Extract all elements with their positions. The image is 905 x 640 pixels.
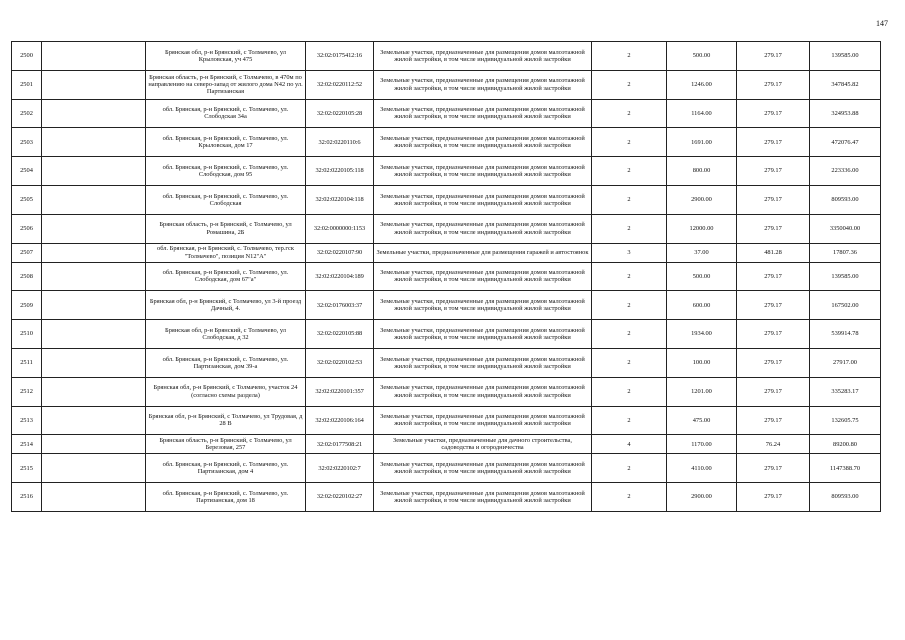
- cadastral-value-cell: 335283.17: [810, 377, 881, 406]
- blank-cell: [42, 454, 146, 483]
- table-row: [12, 406, 881, 435]
- group-cell: 3: [592, 243, 667, 262]
- blank-cell: [42, 291, 146, 320]
- cadastral-value-cell: 324953.88: [810, 99, 881, 128]
- address-cell: обл. Брянская, р-н Брянский, с. Толмачево, тер.гск "Толмачево", позиция N12"А": [146, 243, 306, 262]
- group-cell: 2: [592, 320, 667, 349]
- rate-cell: 481.28: [737, 243, 810, 262]
- cadastral-number-cell: 32:02:0220102:53: [306, 348, 374, 377]
- cadastral-number-cell: 32:02:0220104:118: [306, 185, 374, 214]
- blank-cell: [42, 483, 146, 512]
- address-cell: Брянская обл, р-н Брянский, с Толмачево, ул Трудовая, д 28 В: [146, 406, 306, 435]
- row-number: 2512: [12, 377, 42, 406]
- address-cell: Брянская обл, р-н Брянский, с Толмачево, ул Крыловская, уч 475: [146, 42, 306, 71]
- cadastral-number-cell: 32:02:0220105:28: [306, 99, 374, 128]
- blank-cell: [42, 42, 146, 71]
- land-use-cell: Земельные участки, предназначенные для размещения домов малоэтажной жилой застройки, в том числе индивидуальной жилой застройки: [374, 214, 592, 243]
- cadastral-number-cell: 32:02:0220102:27: [306, 483, 374, 512]
- land-use-cell: Земельные участки, предназначенные для дачного строительства, садоводства и огородничества: [374, 435, 592, 454]
- land-use-cell: Земельные участки, предназначенные для размещения домов малоэтажной жилой застройки, в том числе индивидуальной жилой застройки: [374, 483, 592, 512]
- area-cell: 800.00: [667, 157, 737, 186]
- cadastral-number-cell: 32:02:0220112:52: [306, 70, 374, 99]
- cadastral-number-cell: 32:02:0176003:37: [306, 291, 374, 320]
- address-cell: обл. Брянская, р-н Брянский, с. Толмачево, ул. Крыловская, дом 17: [146, 128, 306, 157]
- address-cell: обл. Брянская, р-н Брянский, с. Толмачево, ул. Слободская: [146, 185, 306, 214]
- table-row: [12, 454, 881, 483]
- row-number: 2500: [12, 42, 42, 71]
- area-cell: 100.00: [667, 348, 737, 377]
- row-number: 2502: [12, 99, 42, 128]
- area-cell: 2900.00: [667, 185, 737, 214]
- cadastral-value-cell: 132605.75: [810, 406, 881, 435]
- rate-cell: 279.17: [737, 42, 810, 71]
- row-number: 2501: [12, 70, 42, 99]
- group-cell: 2: [592, 377, 667, 406]
- table-row: [12, 99, 881, 128]
- table-row: [12, 128, 881, 157]
- table-row: [12, 291, 881, 320]
- area-cell: 500.00: [667, 262, 737, 291]
- rate-cell: 279.17: [737, 291, 810, 320]
- row-number: 2507: [12, 243, 42, 262]
- group-cell: 2: [592, 262, 667, 291]
- cadastral-number-cell: 32:02:0177508:21: [306, 435, 374, 454]
- page-number: 147: [876, 19, 888, 28]
- cadastral-value-cell: 223336.00: [810, 157, 881, 186]
- address-cell: Брянская обл, р-н Брянский, с Толмачево, участок 24 (согласно схемы раздела): [146, 377, 306, 406]
- cadastral-number-cell: 32:02:0220110:6: [306, 128, 374, 157]
- group-cell: 2: [592, 214, 667, 243]
- land-parcels-table: [11, 41, 881, 512]
- table-row: [12, 320, 881, 349]
- land-use-cell: Земельные участки, предназначенные для размещения домов малоэтажной жилой застройки, в том числе индивидуальной жилой застройки: [374, 291, 592, 320]
- land-use-cell: Земельные участки, предназначенные для размещения домов малоэтажной жилой застройки, в том числе индивидуальной жилой застройки: [374, 262, 592, 291]
- blank-cell: [42, 128, 146, 157]
- row-number: 2503: [12, 128, 42, 157]
- rate-cell: 279.17: [737, 377, 810, 406]
- row-number: 2514: [12, 435, 42, 454]
- blank-cell: [42, 99, 146, 128]
- row-number: 2510: [12, 320, 42, 349]
- land-use-cell: Земельные участки, предназначенные для размещения домов малоэтажной жилой застройки, в том числе индивидуальной жилой застройки: [374, 185, 592, 214]
- blank-cell: [42, 435, 146, 454]
- area-cell: 1691.00: [667, 128, 737, 157]
- rate-cell: 279.17: [737, 320, 810, 349]
- area-cell: 12000.00: [667, 214, 737, 243]
- row-number: 2506: [12, 214, 42, 243]
- table-row: [12, 348, 881, 377]
- address-cell: обл. Брянская, р-н Брянский, с. Толмачево, ул. Партизанская, дом 4: [146, 454, 306, 483]
- land-use-cell: Земельные участки, предназначенные для размещения домов малоэтажной жилой застройки, в том числе индивидуальной жилой застройки: [374, 377, 592, 406]
- cadastral-value-cell: 809593.00: [810, 483, 881, 512]
- land-use-cell: Земельные участки, предназначенные для размещения домов малоэтажной жилой застройки, в том числе индивидуальной жилой застройки: [374, 99, 592, 128]
- area-cell: 37.00: [667, 243, 737, 262]
- cadastral-value-cell: 17807.36: [810, 243, 881, 262]
- cadastral-value-cell: 809593.00: [810, 185, 881, 214]
- area-cell: 600.00: [667, 291, 737, 320]
- blank-cell: [42, 157, 146, 186]
- rate-cell: 279.17: [737, 157, 810, 186]
- cadastral-number-cell: 32:02:0175412:16: [306, 42, 374, 71]
- group-cell: 2: [592, 348, 667, 377]
- land-use-cell: Земельные участки, предназначенные для размещения домов малоэтажной жилой застройки, в том числе индивидуальной жилой застройки: [374, 128, 592, 157]
- cadastral-value-cell: 347845.82: [810, 70, 881, 99]
- table-row: [12, 157, 881, 186]
- area-cell: 4110.00: [667, 454, 737, 483]
- address-cell: Брянская область, р-н Брянский, с Толмачево, ул Березовая, 257: [146, 435, 306, 454]
- address-cell: Брянская обл, р-н Брянский, с Толмачево, ул 3-й проезд Дачный, 4.: [146, 291, 306, 320]
- blank-cell: [42, 377, 146, 406]
- address-cell: Брянская обл, р-н Брянский, с Толмачево, ул Слободская, д 32: [146, 320, 306, 349]
- land-use-cell: Земельные участки, предназначенные для размещения домов малоэтажной жилой застройки, в том числе индивидуальной жилой застройки: [374, 348, 592, 377]
- table-row: [12, 483, 881, 512]
- land-use-cell: Земельные участки, предназначенные для размещения домов малоэтажной жилой застройки, в том числе индивидуальной жилой застройки: [374, 320, 592, 349]
- cadastral-value-cell: 472076.47: [810, 128, 881, 157]
- table-body: [12, 42, 881, 512]
- table-row: [12, 435, 881, 454]
- row-number: 2509: [12, 291, 42, 320]
- address-cell: обл. Брянская, р-н Брянский, с. Толмачево, ул. Партизанская, дом 18: [146, 483, 306, 512]
- cadastral-value-cell: 27917.00: [810, 348, 881, 377]
- cadastral-value-cell: 539914.78: [810, 320, 881, 349]
- land-use-cell: Земельные участки, предназначенные для размещения домов малоэтажной жилой застройки, в том числе индивидуальной жилой застройки: [374, 42, 592, 71]
- row-number: 2504: [12, 157, 42, 186]
- cadastral-number-cell: 32:02:0220107:90: [306, 243, 374, 262]
- blank-cell: [42, 262, 146, 291]
- table-row: [12, 377, 881, 406]
- blank-cell: [42, 320, 146, 349]
- cadastral-value-cell: 139585.00: [810, 42, 881, 71]
- table-row: [12, 262, 881, 291]
- area-cell: 1934.00: [667, 320, 737, 349]
- table-row: [12, 243, 881, 262]
- blank-cell: [42, 406, 146, 435]
- rate-cell: 279.17: [737, 406, 810, 435]
- cadastral-number-cell: 32:02:0220106:164: [306, 406, 374, 435]
- rate-cell: 76.24: [737, 435, 810, 454]
- rate-cell: 279.17: [737, 99, 810, 128]
- row-number: 2505: [12, 185, 42, 214]
- land-use-cell: Земельные участки, предназначенные для размещения домов малоэтажной жилой застройки, в том числе индивидуальной жилой застройки: [374, 454, 592, 483]
- cadastral-value-cell: 139585.00: [810, 262, 881, 291]
- cadastral-number-cell: 32:02:0220104:189: [306, 262, 374, 291]
- area-cell: 500.00: [667, 42, 737, 71]
- blank-cell: [42, 214, 146, 243]
- cadastral-number-cell: 32:02:0220105:88: [306, 320, 374, 349]
- group-cell: 2: [592, 42, 667, 71]
- cadastral-number-cell: 32:02:0220105:118: [306, 157, 374, 186]
- rate-cell: 279.17: [737, 483, 810, 512]
- address-cell: Брянская область, р-н Брянский, с Толмачево, ул Ромашина, 2Б: [146, 214, 306, 243]
- row-number: 2513: [12, 406, 42, 435]
- land-use-cell: Земельные участки, предназначенные для размещения домов малоэтажной жилой застройки, в том числе индивидуальной жилой застройки: [374, 157, 592, 186]
- rate-cell: 279.17: [737, 185, 810, 214]
- blank-cell: [42, 70, 146, 99]
- group-cell: 2: [592, 483, 667, 512]
- table-row: [12, 70, 881, 99]
- row-number: 2516: [12, 483, 42, 512]
- group-cell: 2: [592, 185, 667, 214]
- address-cell: обл. Брянская, р-н Брянский, с. Толмачево, ул. Слободская 34а: [146, 99, 306, 128]
- row-number: 2515: [12, 454, 42, 483]
- rate-cell: 279.17: [737, 214, 810, 243]
- area-cell: 1201.00: [667, 377, 737, 406]
- area-cell: 1170.00: [667, 435, 737, 454]
- table-row: [12, 185, 881, 214]
- cadastral-value-cell: 89200.80: [810, 435, 881, 454]
- blank-cell: [42, 348, 146, 377]
- land-use-cell: Земельные участки, предназначенные для размещения домов малоэтажной жилой застройки, в том числе индивидуальной жилой застройки: [374, 70, 592, 99]
- group-cell: 4: [592, 435, 667, 454]
- address-cell: обл. Брянская, р-н Брянский, с. Толмачево, ул. Партизанская, дом 39-а: [146, 348, 306, 377]
- group-cell: 2: [592, 291, 667, 320]
- row-number: 2511: [12, 348, 42, 377]
- table-row: [12, 42, 881, 71]
- cadastral-value-cell: 167502.00: [810, 291, 881, 320]
- group-cell: 2: [592, 128, 667, 157]
- area-cell: 1164.00: [667, 99, 737, 128]
- area-cell: 2900.00: [667, 483, 737, 512]
- group-cell: 2: [592, 406, 667, 435]
- blank-cell: [42, 185, 146, 214]
- cadastral-value-cell: 1147388.70: [810, 454, 881, 483]
- group-cell: 2: [592, 454, 667, 483]
- row-number: 2508: [12, 262, 42, 291]
- address-cell: Брянская область, р-н Брянский, с Толмачево, в 470м по направлению на северо-запад от жилого дома N42 по ул. Партизанская: [146, 70, 306, 99]
- area-cell: 475.00: [667, 406, 737, 435]
- cadastral-value-cell: 3350040.00: [810, 214, 881, 243]
- rate-cell: 279.17: [737, 70, 810, 99]
- cadastral-number-cell: 32:02:0220102:7: [306, 454, 374, 483]
- address-cell: обл. Брянская, р-н Брянский, с. Толмачево, ул. Слободская, дом 67"а": [146, 262, 306, 291]
- rate-cell: 279.17: [737, 348, 810, 377]
- land-use-cell: Земельные участки, предназначенные для размещения домов малоэтажной жилой застройки, в том числе индивидуальной жилой застройки: [374, 406, 592, 435]
- land-use-cell: Земельные участки, предназначенные для размещения гаражей и автостоянок: [374, 243, 592, 262]
- table-row: [12, 214, 881, 243]
- cadastral-number-cell: 32:02:0220101:357: [306, 377, 374, 406]
- area-cell: 1246.00: [667, 70, 737, 99]
- rate-cell: 279.17: [737, 262, 810, 291]
- rate-cell: 279.17: [737, 454, 810, 483]
- rate-cell: 279.17: [737, 128, 810, 157]
- group-cell: 2: [592, 70, 667, 99]
- group-cell: 2: [592, 157, 667, 186]
- blank-cell: [42, 243, 146, 262]
- cadastral-number-cell: 32:02:0000000:1153: [306, 214, 374, 243]
- group-cell: 2: [592, 99, 667, 128]
- address-cell: обл. Брянская, р-н Брянский, с. Толмачево, ул. Слободская, дом 95: [146, 157, 306, 186]
